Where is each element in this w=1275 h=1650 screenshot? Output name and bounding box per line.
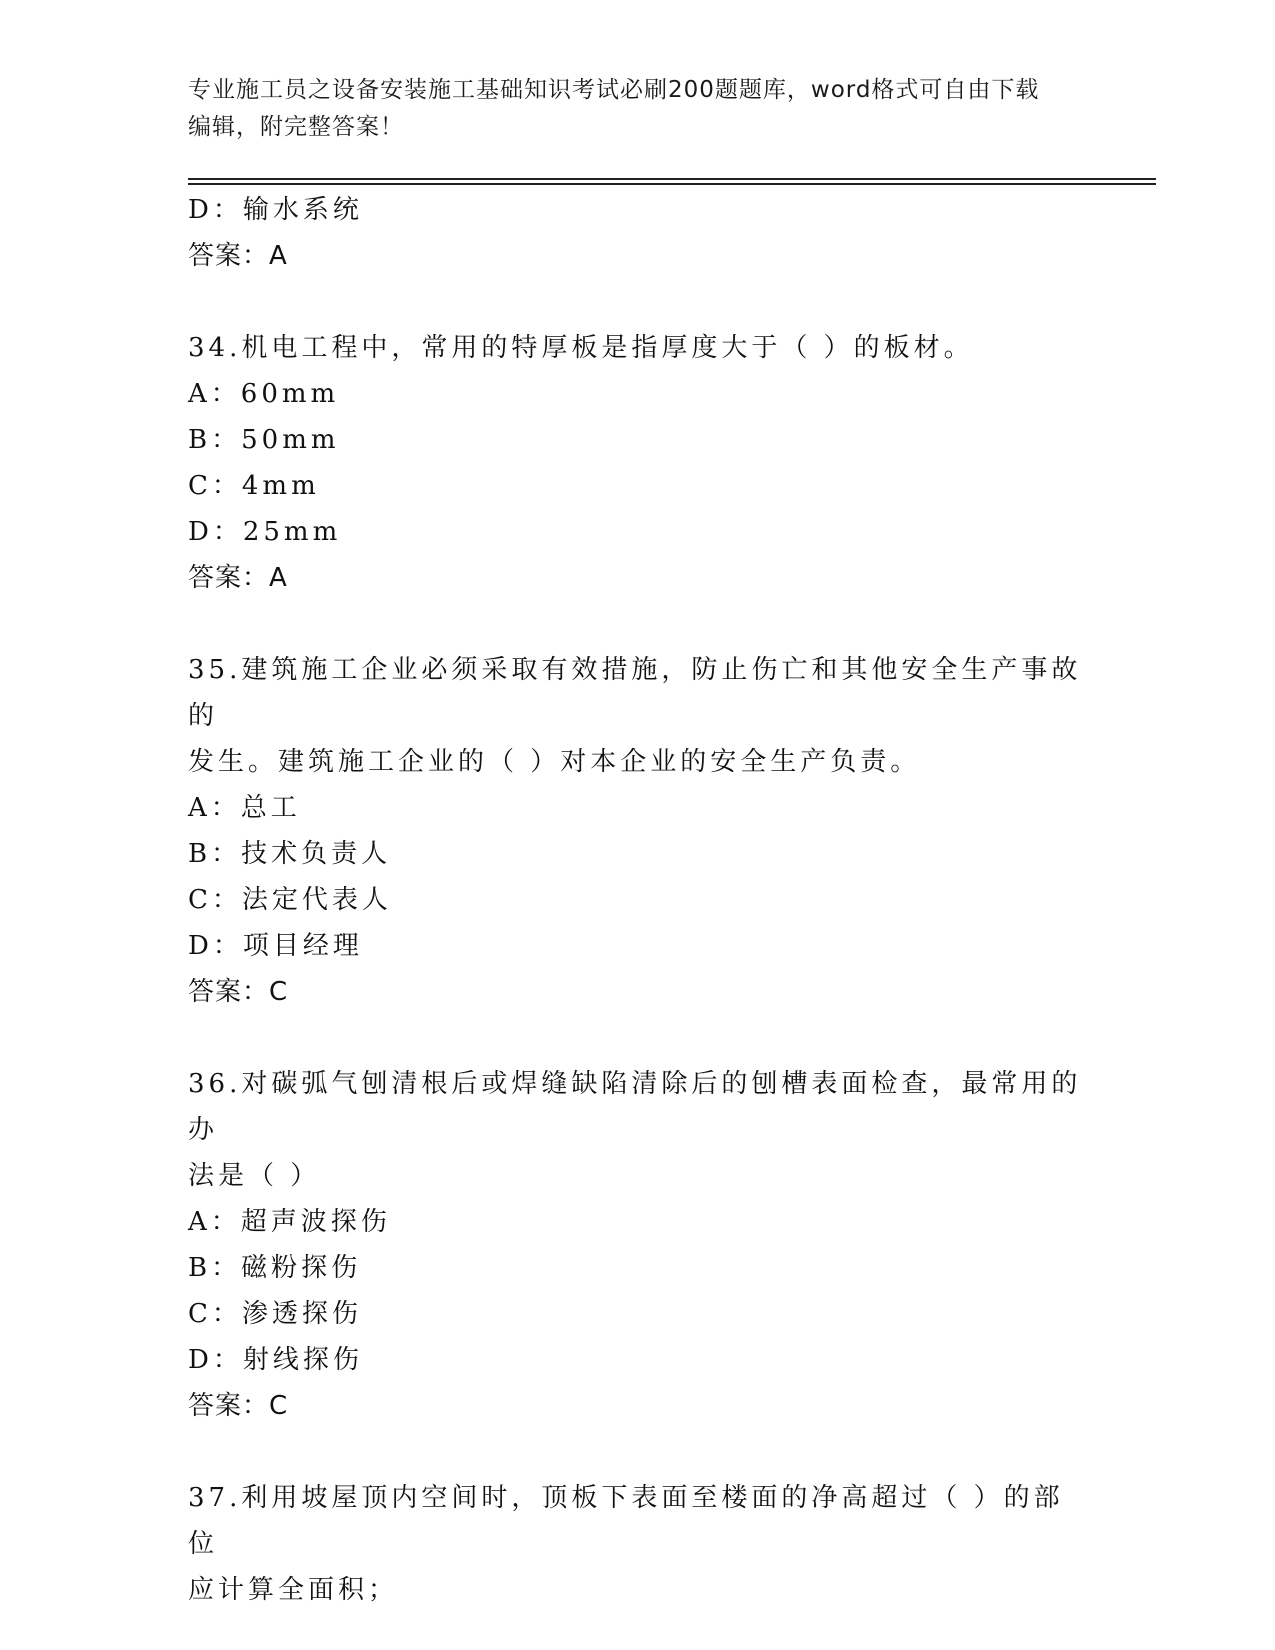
q34-option-d: D：25mm [188, 517, 342, 547]
q34-option-b: B：50mm [188, 425, 340, 455]
q36-option-c: C：渗透探伤 [188, 1299, 362, 1329]
q35-stem-line-2: 发生。建筑施工企业的（ ）对本企业的安全生产负责。 [188, 747, 921, 777]
q35-option-d: D：项目经理 [188, 931, 363, 961]
document-header [188, 72, 1068, 146]
header-title-line-2: 编辑，附完整答案！ [188, 114, 404, 140]
q35-option-b: B：技术负责人 [188, 839, 392, 869]
q36-option-b: B：磁粉探伤 [188, 1253, 362, 1283]
spacer [188, 279, 1088, 325]
spacer [188, 1429, 1088, 1475]
prev-answer: 答案：A [188, 241, 288, 271]
q35-option-c: C：法定代表人 [188, 885, 392, 915]
q35-stem-line-1: 35.建筑施工企业必须采取有效措施，防止伤亡和其他安全生产事故的 [188, 655, 1082, 731]
header-divider-top [188, 178, 1156, 180]
q35-option-a: A：总工 [188, 793, 301, 823]
q34-option-a: A：60mm [188, 379, 340, 409]
q36-stem-line-2: 法是（ ） [188, 1161, 321, 1191]
q36-answer: 答案：C [188, 1391, 289, 1421]
q34-answer: 答案：A [188, 563, 288, 593]
q34-option-c: C：4mm [188, 471, 320, 501]
prev-option-d: D：输水系统 [188, 195, 363, 225]
q36-option-d: D：射线探伤 [188, 1345, 363, 1375]
q35-answer: 答案：C [188, 977, 289, 1007]
q37-stem-line-1: 37.利用坡屋顶内空间时，顶板下表面至楼面的净高超过（ ）的部位 [188, 1483, 1064, 1559]
spacer [188, 1015, 1088, 1061]
header-title-line-1: 专业施工员之设备安装施工基础知识考试必刷200题题库，word格式可自由下载 [188, 77, 1040, 103]
q36-option-a: A：超声波探伤 [188, 1207, 391, 1237]
q36-stem-line-1: 36.对碳弧气刨清根后或焊缝缺陷清除后的刨槽表面检查，最常用的办 [188, 1069, 1082, 1145]
question-list [188, 187, 1088, 1613]
spacer [188, 601, 1088, 647]
header-divider-bottom [188, 183, 1156, 185]
q34-stem: 34.机电工程中，常用的特厚板是指厚度大于（ ）的板材。 [188, 333, 974, 363]
q37-stem-line-2: 应计算全面积； [188, 1575, 399, 1605]
